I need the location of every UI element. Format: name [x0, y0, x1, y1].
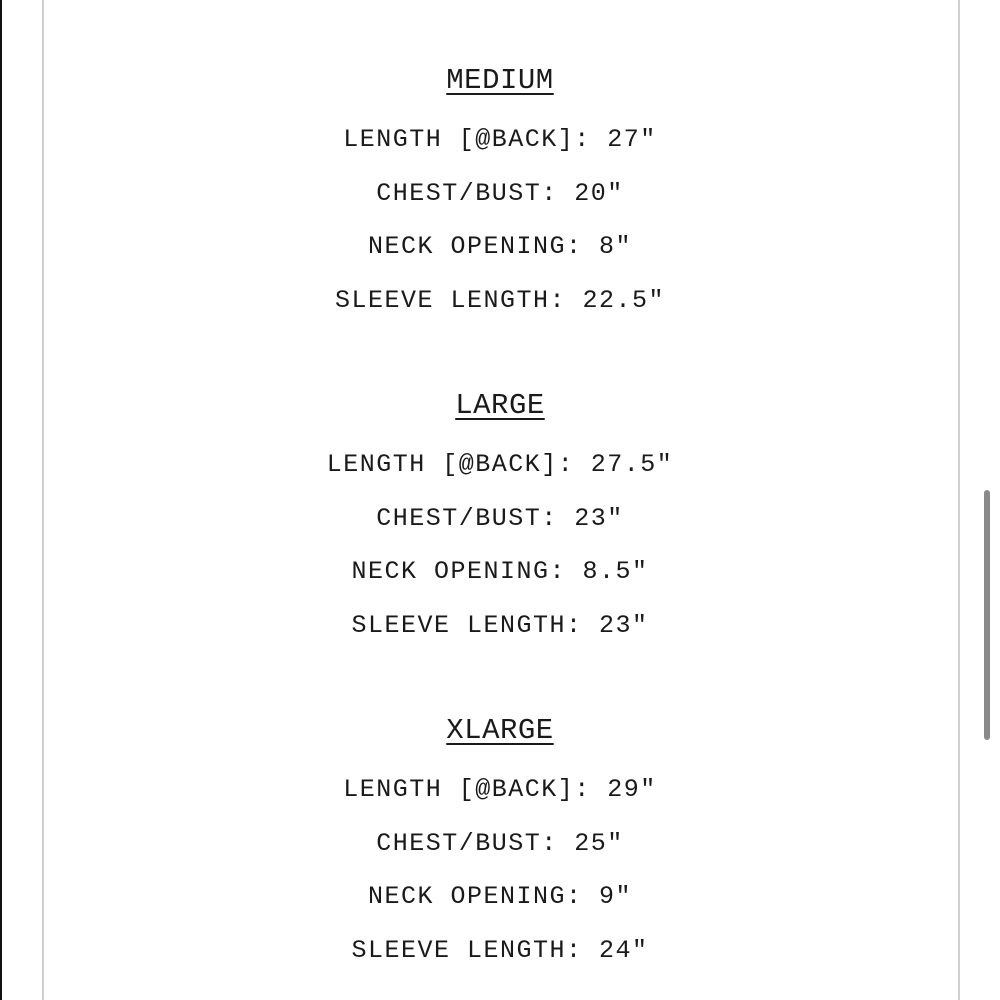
size-section-large: [0, 385, 1000, 652]
measurement-sleeve: SLEEVE LENGTH: 23": [351, 610, 649, 640]
measurement-chest: CHEST/BUST: 20": [376, 178, 624, 208]
measurement-length: LENGTH [@BACK]: 27.5": [326, 450, 674, 479]
size-heading: XLARGE: [446, 714, 554, 747]
size-section-xlarge: [0, 710, 1000, 977]
measurement-sleeve: SLEEVE LENGTH: 22.5": [334, 285, 666, 315]
measurement-length: LENGTH [@BACK]: 29": [343, 775, 657, 804]
measurement-chest: CHEST/BUST: 23": [376, 503, 624, 533]
measurement-chest: CHEST/BUST: 25": [376, 828, 624, 858]
size-heading: MEDIUM: [446, 64, 554, 97]
measurement-list: [0, 438, 1000, 652]
measurement-neck: NECK OPENING: 9": [367, 882, 633, 911]
measurement-sleeve: SLEEVE LENGTH: 24": [351, 935, 649, 965]
measurement-list: [0, 113, 1000, 327]
measurement-length: LENGTH [@BACK]: 27": [343, 125, 657, 154]
size-heading: LARGE: [455, 389, 545, 422]
size-section-medium: [0, 60, 1000, 327]
measurement-neck: NECK OPENING: 8": [367, 232, 633, 261]
measurement-list: [0, 763, 1000, 977]
measurement-neck: NECK OPENING: 8.5": [351, 557, 649, 586]
